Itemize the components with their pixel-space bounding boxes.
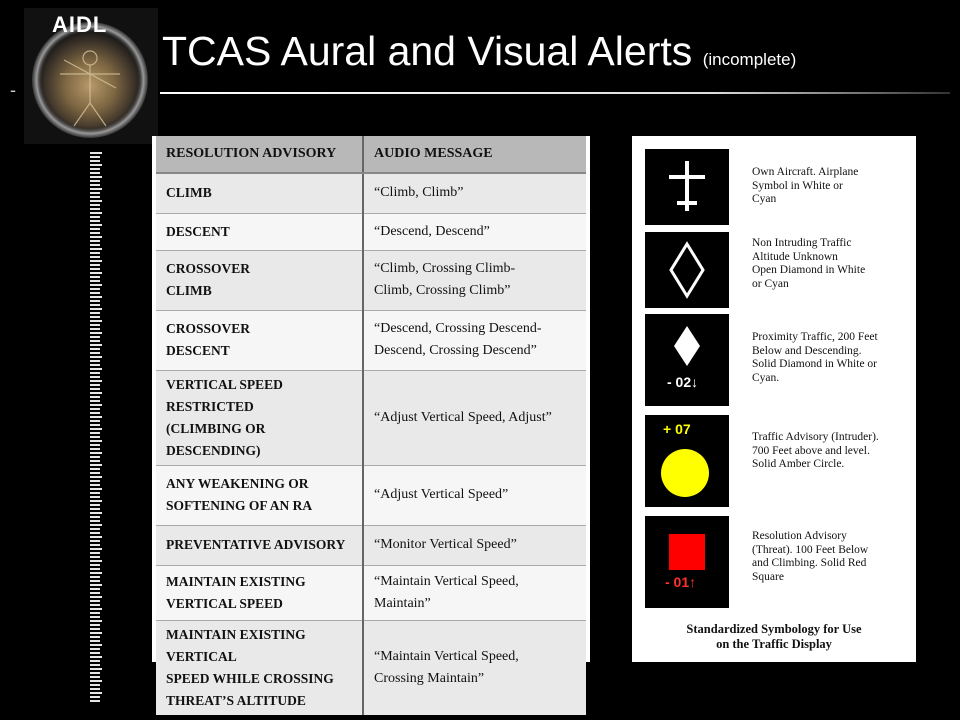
advisory-cell: ANY WEAKENING OR SOFTENING OF AN RA bbox=[166, 476, 313, 513]
title-main: TCAS Aural and Visual Alerts bbox=[162, 28, 693, 74]
audio-message-cell: “Adjust Vertical Speed” bbox=[374, 487, 509, 502]
advisory-cell: MAINTAIN EXISTING VERTICAL SPEED bbox=[166, 573, 306, 611]
table-row bbox=[156, 370, 586, 465]
altitude-tag-threat: - 01↑ bbox=[665, 574, 697, 590]
table-row bbox=[156, 173, 586, 213]
altitude-tag-intruder: + 07 bbox=[663, 421, 691, 437]
table-header-row bbox=[156, 136, 586, 173]
audio-message-cell: “Descend, Descend” bbox=[374, 223, 490, 239]
symbol-box-own-aircraft bbox=[645, 149, 729, 225]
climbing-arrow-icon: ↑ bbox=[689, 574, 697, 590]
title-subtitle: (incomplete) bbox=[702, 50, 797, 69]
advisory-cell: CLIMB bbox=[166, 185, 212, 201]
resolution-advisory-table bbox=[152, 136, 590, 708]
advisory-cell: CROSSOVER DESCENT bbox=[166, 321, 251, 358]
desc-red-square: Resolution Advisory (Threat). 100 Feet Below and Climbing. Solid Red Square bbox=[752, 530, 869, 583]
red-square-icon bbox=[645, 516, 729, 576]
table-row bbox=[156, 525, 586, 565]
table-row bbox=[156, 620, 586, 715]
advisory-cell: MAINTAIN EXISTING VERTICAL SPEED WHILE CROSSING THREAT’S ALTITUDE bbox=[166, 626, 334, 708]
open-diamond-icon bbox=[645, 232, 729, 308]
header-audio-message: AUDIO MESSAGE bbox=[363, 136, 586, 173]
table-row bbox=[156, 310, 586, 370]
audio-message-cell: “Adjust Vertical Speed, Adjust” bbox=[374, 409, 552, 425]
desc-own-aircraft: Own Aircraft. Airplane Symbol in White or Cyan bbox=[752, 166, 859, 205]
logo-text: AIDL bbox=[52, 12, 108, 37]
symbol-box-amber-circle bbox=[645, 415, 729, 507]
audio-message-cell: “Maintain Vertical Speed, Maintain” bbox=[374, 573, 519, 611]
traffic-symbology-panel bbox=[632, 136, 916, 662]
side-dash: - bbox=[10, 80, 16, 100]
symbology-caption: Standardized Symbology for Use on the Traffic Display bbox=[686, 622, 862, 651]
ra-table bbox=[156, 136, 586, 715]
table-row bbox=[156, 250, 586, 310]
altitude-tag-proximity: - 02↓ bbox=[667, 374, 699, 390]
page-title bbox=[162, 28, 796, 75]
symbol-box-solid-diamond bbox=[645, 314, 729, 406]
table-row bbox=[156, 565, 586, 620]
advisory-cell: CROSSOVER CLIMB bbox=[166, 261, 251, 298]
desc-amber-circle: Traffic Advisory (Intruder). 700 Feet above and level. Solid Amber Circle. bbox=[752, 431, 879, 470]
audio-message-cell: “Climb, Climb” bbox=[374, 185, 464, 201]
film-strip-decoration bbox=[90, 152, 102, 704]
title-underline bbox=[160, 92, 950, 94]
descending-arrow-icon: ↓ bbox=[691, 374, 699, 390]
audio-message-cell: “Climb, Crossing Climb- Climb, Crossing Climb” bbox=[374, 261, 516, 298]
audio-message-cell: “Descend, Crossing Descend- Descend, Crossing Descend” bbox=[374, 321, 542, 358]
own-aircraft-icon bbox=[645, 149, 729, 225]
advisory-cell: VERTICAL SPEED RESTRICTED (CLIMBING OR DESCENDING) bbox=[166, 376, 283, 458]
desc-open-diamond: Non Intruding Traffic Altitude Unknown Open Diamond in White or Cyan bbox=[752, 237, 866, 290]
desc-solid-diamond: Proximity Traffic, 200 Feet Below and Descending. Solid Diamond in White or Cyan. bbox=[752, 331, 878, 384]
advisory-cell: DESCENT bbox=[166, 223, 230, 239]
symbol-box-red-square bbox=[645, 516, 729, 608]
advisory-cell: PREVENTATIVE ADVISORY bbox=[166, 537, 346, 552]
audio-message-cell: “Monitor Vertical Speed” bbox=[374, 537, 517, 552]
table-row bbox=[156, 213, 586, 250]
audio-message-cell: “Maintain Vertical Speed, Crossing Maintain” bbox=[374, 648, 519, 686]
symbol-box-open-diamond bbox=[645, 232, 729, 308]
table-row bbox=[156, 465, 586, 525]
solid-diamond-icon bbox=[645, 314, 729, 370]
header-resolution-advisory: RESOLUTION ADVISORY bbox=[156, 136, 363, 173]
